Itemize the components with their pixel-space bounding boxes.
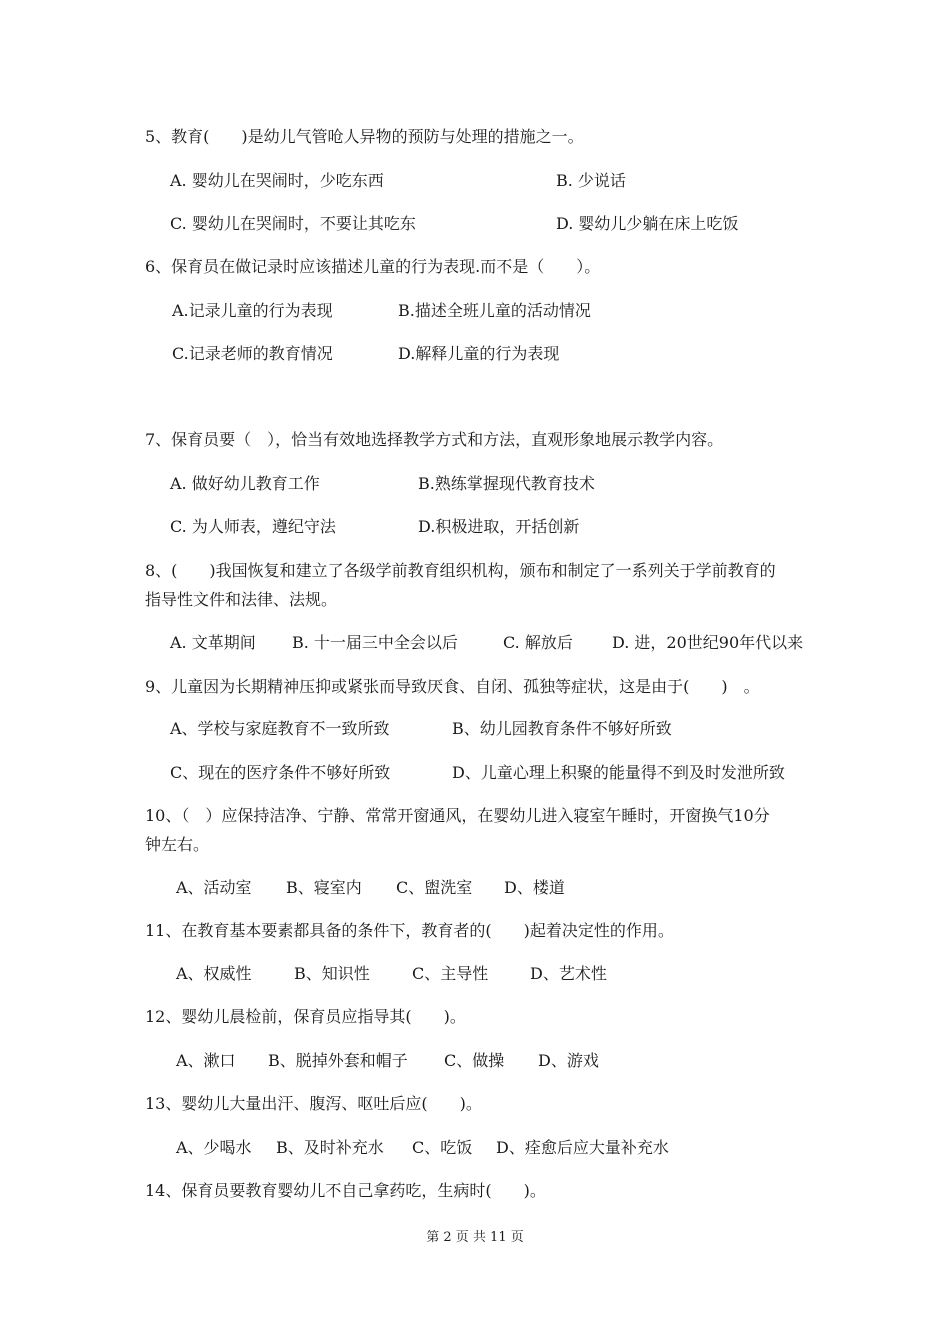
- question-11-option-c: C、主导性: [412, 964, 489, 983]
- question-7-option-b: B.熟练掌握现代教育技术: [418, 474, 595, 493]
- question-9-stem: 9、儿童因为长期精神压抑或紧张而导致厌食、自闭、孤独等症状，这是由于( ) 。: [145, 677, 760, 696]
- question-12-option-a: A、漱口: [176, 1051, 236, 1070]
- question-8-option-a: A. 文革期间: [170, 633, 256, 652]
- question-7-option-a: A. 做好幼儿教育工作: [170, 474, 320, 493]
- question-5-option-d: D. 婴幼儿少躺在床上吃饭: [556, 214, 739, 233]
- question-7-option-c: C. 为人师表，遵纪守法: [170, 517, 336, 536]
- question-10-option-d: D、楼道: [504, 878, 565, 897]
- question-6-option-d: D.解释儿童的行为表现: [398, 344, 560, 363]
- question-10-option-a: A、活动室: [176, 878, 252, 897]
- question-12-option-b: B、脱掉外套和帽子: [268, 1051, 408, 1070]
- question-14-stem: 14、保育员要教育婴幼儿不自己拿药吃，生病时( )。: [145, 1181, 546, 1200]
- question-10-stem-continued: 钟左右。: [145, 835, 210, 854]
- question-6-option-c: C.记录老师的教育情况: [172, 344, 333, 363]
- question-10-option-c: C、盥洗室: [396, 878, 473, 897]
- question-8-option-c: C. 解放后: [503, 633, 573, 652]
- question-13-stem: 13、婴幼儿大量出汗、腹泻、呕吐后应( )。: [145, 1094, 482, 1113]
- question-5-option-c: C. 婴幼儿在哭闹时，不要让其吃东: [170, 214, 416, 233]
- question-13-option-b: B、及时补充水: [276, 1138, 384, 1157]
- question-11-option-b: B、知识性: [294, 964, 370, 983]
- question-9-option-c: C、现在的医疗条件不够好所致: [170, 763, 391, 782]
- question-12-stem: 12、婴幼儿晨检前，保育员应指导其( )。: [145, 1007, 466, 1026]
- question-8-stem-continued: 指导性文件和法律、法规。: [145, 590, 338, 609]
- question-12-option-c: C、做操: [444, 1051, 505, 1070]
- question-9-option-d: D、儿童心理上积聚的能量得不到及时发泄所致: [452, 763, 785, 782]
- question-13-option-c: C、吃饭: [412, 1138, 473, 1157]
- question-6-option-a: A.记录儿童的行为表现: [172, 301, 333, 320]
- page-footer: 第 2 页 共 11 页: [426, 1230, 524, 1245]
- question-11-stem: 11、在教育基本要素都具备的条件下，教育者的( )起着决定性的作用。: [145, 921, 674, 940]
- question-5-option-a: A. 婴幼儿在哭闹时，少吃东西: [170, 171, 384, 190]
- question-9-option-b: B、幼儿园教育条件不够好所致: [452, 719, 672, 738]
- question-13-option-d: D、痊愈后应大量补充水: [496, 1138, 669, 1157]
- question-5-option-b: B. 少说话: [556, 171, 626, 190]
- question-10-stem: 10、（ ）应保持洁净、宁静、常常开窗通风，在婴幼儿进入寝室午睡时，开窗换气10分: [145, 806, 770, 825]
- question-8-stem: 8、( )我国恢复和建立了各级学前教育组织机构，颁布和制定了一系列关于学前教育的: [145, 561, 776, 580]
- question-8-option-b: B. 十一届三中全会以后: [292, 633, 458, 652]
- question-6-option-b: B.描述全班儿童的活动情况: [398, 301, 591, 320]
- question-12-option-d: D、游戏: [538, 1051, 599, 1070]
- question-8-option-d: D. 进，20世纪90年代以来: [612, 633, 804, 652]
- question-10-option-b: B、寝室内: [286, 878, 362, 897]
- question-5-stem: 5、教育( )是幼儿气管呛人异物的预防与处理的措施之一。: [145, 127, 584, 146]
- question-7-option-d: D.积极进取，开括创新: [418, 517, 580, 536]
- question-9-option-a: A、学校与家庭教育不一致所致: [170, 719, 390, 738]
- question-7-stem: 7、保育员要（ ），恰当有效地选择教学方式和方法，直观形象地展示教学内容。: [145, 430, 724, 449]
- question-13-option-a: A、少喝水: [176, 1138, 252, 1157]
- question-11-option-d: D、艺术性: [530, 964, 607, 983]
- question-11-option-a: A、权威性: [176, 964, 252, 983]
- question-6-stem: 6、保育员在做记录时应该描述儿童的行为表现.而不是（ ）。: [145, 257, 601, 276]
